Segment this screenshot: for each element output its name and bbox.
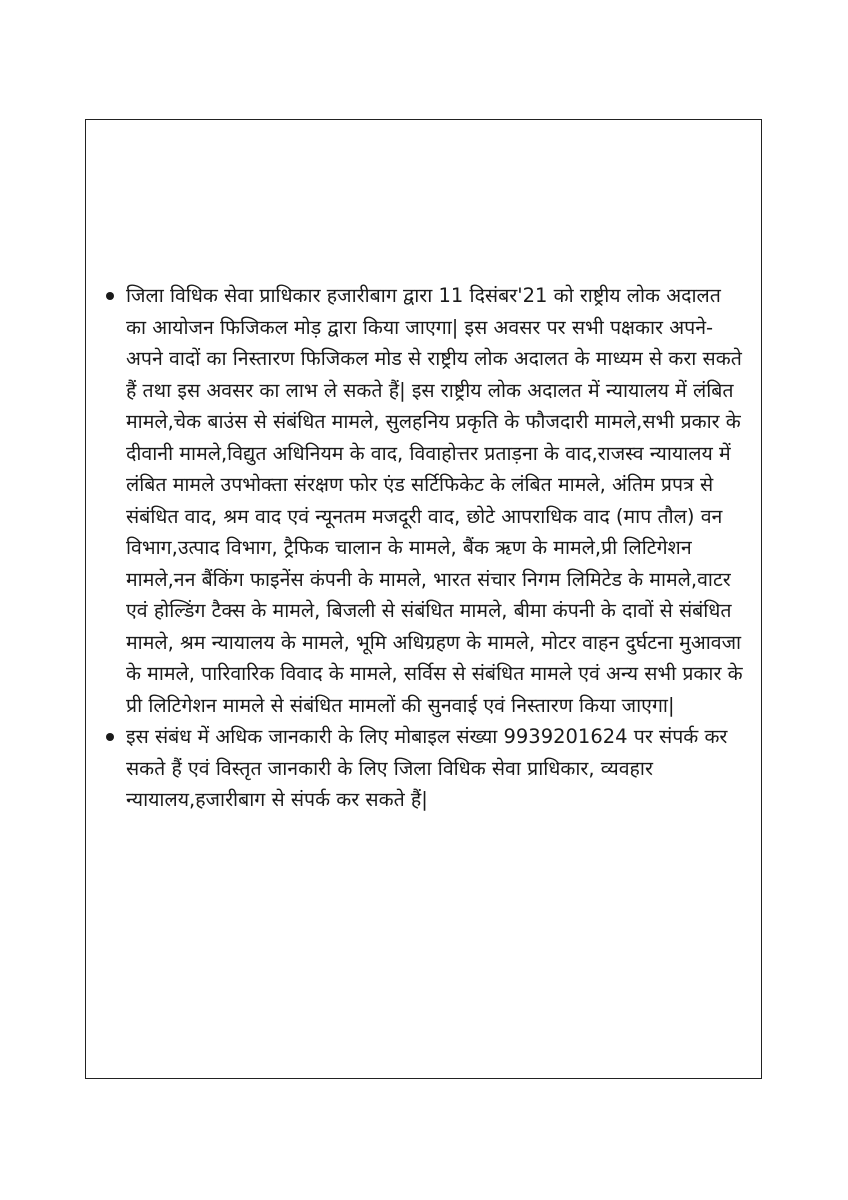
bullet-text: जिला विधिक सेवा प्राधिकार हजारीबाग द्वारा 11 दिसंबर'21 को राष्ट्रीय लोक अदालत का आयोजन फिजिकल मोड़ द्वारा किया जाएगा| इस अवसर पर सभी पक्षकार अपने-अपने वादों का निस्तारण फिजिकल मोड से राष्ट्रीय लोक अदालत के माध्यम से करा सकते हैं तथा इस अवसर का लाभ ले सकते हैं| इस राष्ट्रीय लोक अदालत में न्यायालय में लंबित मामले,चेक बाउंस से संबंधित मामले, सुलहनिय प्रकृति के फौजदारी मामले,सभी प्रकार के दीवानी मामले,विद्युत अधिनियम के वाद, विवाहोत्तर प्रताड़ना के वाद,राजस्व न्यायालय में लंबित मामले उपभोक्ता संरक्षण फोर एंड सर्टिफिकेट के लंबित मामले, अंतिम प्रपत्र से संबंधित वाद, श्रम वाद एवं न्यूनतम मजदूरी वाद, छोटे आपराधिक वाद (माप तौल) वन विभाग,उत्पाद विभाग, ट्रैफिक चालान के मामले, बैंक ऋण के मामले,प्री लिटिगेशन मामले,नन बैंकिंग फाइनेंस कंपनी के मामले, भारत संचार निगम लिमिटेड के मामले,वाटर एवं होल्डिंग टैक्स के मामले, बिजली से संबंधित मामले, बीमा कंपनी के दावों से संबंधित मामले, श्रम न्यायालय के मामले, भूमि अधिग्रहण के मामले, मोटर वाहन दुर्घटना मुआवजा के मामले, पारिवारिक विवाद के मामले, सर्विस से संबंधित मामले एवं अन्य सभी प्रकार के प्री लिटिगेशन मामले से संबंधित मामलों की सुनवाई एवं निस्तारण किया जाएगा| [126, 284, 743, 717]
contact-bullet-item [104, 721, 744, 816]
bullet-icon [106, 733, 114, 741]
bullet-icon [106, 292, 114, 300]
notice-bullet-list [104, 280, 744, 816]
bullet-text: इस संबंध में अधिक जानकारी के लिए मोबाइल संख्या 9939201624 पर संपर्क कर सकते हैं एवं विस्तृत जानकारी के लिए जिला विधिक सेवा प्राधिकार, व्यवहार न्यायालय,हजारीबाग से संपर्क कर सकते हैं| [126, 725, 728, 811]
notice-bullet-item [104, 280, 744, 721]
